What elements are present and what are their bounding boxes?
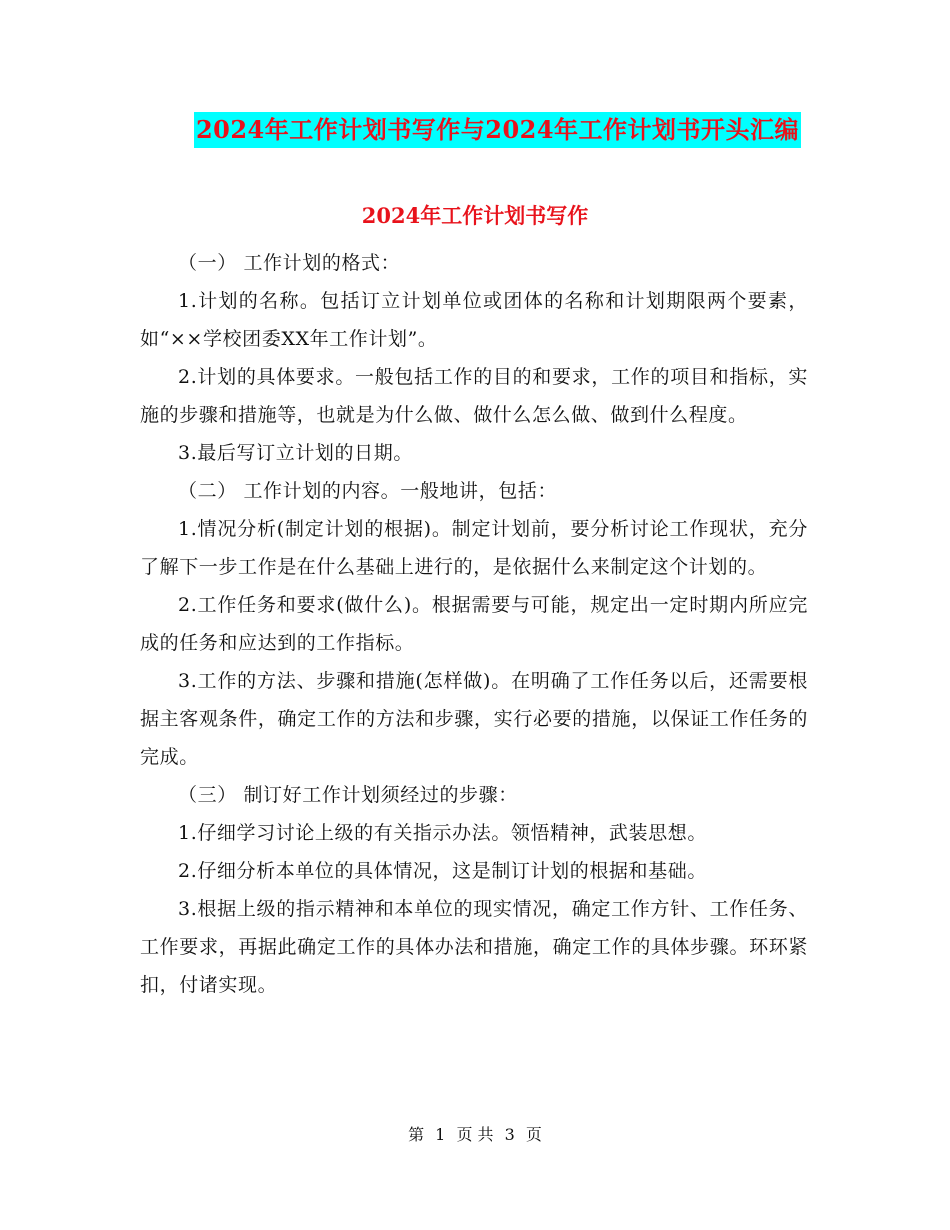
paragraph: 2.计划的具体要求。一般包括工作的目的和要求，工作的项目和指标，实施的步骤和措施等，也就是为什么做、做什么怎么做、做到什么程度。 <box>140 366 808 426</box>
document-body <box>140 244 808 1004</box>
main-title-container <box>0 112 950 148</box>
total-pages-number: 3 <box>504 1125 515 1144</box>
paragraph: 3.工作的方法、步骤和措施(怎样做)。在明确了工作任务以后，还需要根据主客观条件，确定工作的方法和步骤，实行必要的措施，以保证工作任务的完成。 <box>140 670 808 768</box>
main-title: 2024年工作计划书写作与2024年工作计划书开头汇编 <box>194 112 801 148</box>
paragraph: 2.工作任务和要求(做什么)。根据需要与可能，规定出一定时期内所应完成的任务和应达到的工作指标。 <box>140 594 808 654</box>
page-label-suffix: 页 <box>525 1125 542 1144</box>
paragraph: （二） 工作计划的内容。一般地讲，包括： <box>178 480 558 502</box>
paragraph: （一） 工作计划的格式： <box>178 252 401 274</box>
paragraph: 1.情况分析(制定计划的根据)。制定计划前，要分析讨论工作现状，充分了解下一步工作是在什么基础上进行的，是依据什么来制定这个计划的。 <box>140 518 808 578</box>
paragraph: （三） 制订好工作计划须经过的步骤： <box>178 784 518 806</box>
page-label-mid: 页 共 <box>456 1125 494 1144</box>
paragraph: 3.根据上级的指示精神和本单位的现实情况，确定工作方针、工作任务、工作要求，再据此确定工作的具体办法和措施，确定工作的具体步骤。环环紧扣，付诸实现。 <box>140 898 808 996</box>
page-footer <box>0 1121 950 1149</box>
paragraph: 1.计划的名称。包括订立计划单位或团体的名称和计划期限两个要素，如“××学校团委XX年工作计划”。 <box>140 290 808 350</box>
page-label-prefix: 第 <box>408 1125 425 1144</box>
section-title: 2024年工作计划书写作 <box>361 203 589 228</box>
paragraph: 1.仔细学习讨论上级的有关指示办法。领悟精神，武装思想。 <box>178 822 707 844</box>
current-page-number: 1 <box>435 1125 446 1144</box>
paragraph: 2.仔细分析本单位的具体情况，这是制订计划的根据和基础。 <box>178 860 707 882</box>
paragraph: 3.最后写订立计划的日期。 <box>178 442 413 464</box>
